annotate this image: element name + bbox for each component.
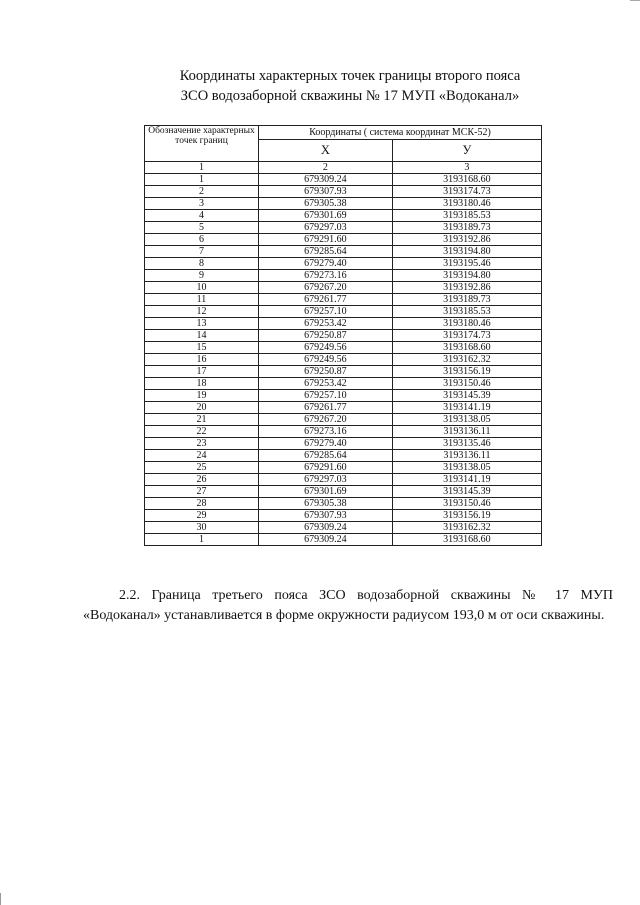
x-coordinate-cell: 679309.24 [259,534,393,546]
y-coordinate-cell: 3193138.05 [392,462,541,474]
table-row [145,258,542,270]
point-number-cell: 26 [145,474,259,486]
table-row [145,510,542,522]
point-number-cell: 3 [145,198,259,210]
point-number-cell: 12 [145,306,259,318]
point-number-cell: 17 [145,366,259,378]
x-coordinate-cell: 679267.20 [259,414,393,426]
coordinates-header: Координаты ( система координат МСК-52) [259,126,542,140]
x-coordinate-cell: 679307.93 [259,510,393,522]
x-coordinate-cell: 679297.03 [259,222,393,234]
x-coordinate-cell: 679250.87 [259,330,393,342]
table-row [145,474,542,486]
table-row [145,522,542,534]
y-coordinate-cell: 3193168.60 [392,342,541,354]
y-coordinate-cell: 3193192.86 [392,282,541,294]
x-coordinate-cell: 679291.60 [259,234,393,246]
point-number-cell: 1 [145,174,259,186]
y-coordinate-cell: 3193162.32 [392,354,541,366]
column-index: 3 [392,162,541,174]
x-coordinate-cell: 679279.40 [259,258,393,270]
y-coordinate-cell: 3193136.11 [392,450,541,462]
x-coordinate-cell: 679291.60 [259,462,393,474]
x-coordinate-cell: 679261.77 [259,294,393,306]
x-coordinate-cell: 679305.38 [259,498,393,510]
table-row [145,414,542,426]
x-coordinate-cell: 679257.10 [259,390,393,402]
table-row [145,498,542,510]
x-coordinate-cell: 679261.77 [259,402,393,414]
y-coordinate-cell: 3193180.46 [392,318,541,330]
x-coordinate-cell: 679307.93 [259,186,393,198]
x-coordinate-cell: 679309.24 [259,174,393,186]
point-number-cell: 6 [145,234,259,246]
point-number-cell: 21 [145,414,259,426]
point-number-cell: 22 [145,426,259,438]
point-number-cell: 5 [145,222,259,234]
y-coordinate-cell: 3193145.39 [392,390,541,402]
column-index: 2 [259,162,393,174]
x-coordinate-cell: 679253.42 [259,318,393,330]
title-line-1: Координаты характерных точек границы второго пояса [179,68,521,84]
table-row [145,462,542,474]
point-number-cell: 9 [145,270,259,282]
x-column-header: Х [259,140,393,162]
column-index-row [145,162,542,174]
table-row [145,306,542,318]
table-row [145,438,542,450]
table-row [145,294,542,306]
point-number-cell: 8 [145,258,259,270]
table-row [145,318,542,330]
point-number-cell: 24 [145,450,259,462]
x-coordinate-cell: 679309.24 [259,522,393,534]
y-coordinate-cell: 3193150.46 [392,498,541,510]
table-row [145,330,542,342]
table-row [145,234,542,246]
table-row [145,450,542,462]
point-number-cell: 20 [145,402,259,414]
y-coordinate-cell: 3193174.73 [392,330,541,342]
table-row [145,486,542,498]
point-number-cell: 28 [145,498,259,510]
y-coordinate-cell: 3193135.46 [392,438,541,450]
point-number-cell: 4 [145,210,259,222]
x-coordinate-cell: 679285.64 [259,246,393,258]
coordinates-table [144,125,542,546]
table-row [145,402,542,414]
y-coordinate-cell: 3193180.46 [392,198,541,210]
y-coordinate-cell: 3193189.73 [392,294,541,306]
x-coordinate-cell: 679257.10 [259,306,393,318]
x-coordinate-cell: 679301.69 [259,486,393,498]
table-row [145,198,542,210]
y-coordinate-cell: 3193156.19 [392,510,541,522]
y-coordinate-cell: 3193189.73 [392,222,541,234]
y-coordinate-cell: 3193162.32 [392,522,541,534]
coordinates-table-body [145,174,542,546]
scan-edge-mark [630,0,640,7]
table-row [145,210,542,222]
x-coordinate-cell: 679249.56 [259,342,393,354]
y-coordinate-cell: 3193136.11 [392,426,541,438]
x-coordinate-cell: 679297.03 [259,474,393,486]
x-coordinate-cell: 679273.16 [259,426,393,438]
section-2-2-paragraph: 2.2. Граница третьего пояса ЗСО водозаборной скважины № 17 МУП «Водоканал» устанавливается в форме окружности радиусом 193,0 м от оси скважины. [83,588,613,623]
point-number-cell: 1 [145,534,259,546]
scan-edge-mark [0,893,11,905]
y-coordinate-cell: 3193168.60 [392,174,541,186]
table-row [145,390,542,402]
y-column-header: У [392,140,541,162]
table-row [145,378,542,390]
y-coordinate-cell: 3193156.19 [392,366,541,378]
document-title [0,66,640,106]
y-coordinate-cell: 3193174.73 [392,186,541,198]
point-number-cell: 7 [145,246,259,258]
point-number-cell: 13 [145,318,259,330]
y-coordinate-cell: 3193185.53 [392,210,541,222]
y-coordinate-cell: 3193185.53 [392,306,541,318]
x-coordinate-cell: 679273.16 [259,270,393,282]
x-coordinate-cell: 679301.69 [259,210,393,222]
y-coordinate-cell: 3193138.05 [392,414,541,426]
table-row [145,174,542,186]
x-coordinate-cell: 679279.40 [259,438,393,450]
x-coordinate-cell: 679250.87 [259,366,393,378]
point-number-cell: 14 [145,330,259,342]
point-number-cell: 10 [145,282,259,294]
point-number-cell: 2 [145,186,259,198]
point-number-cell: 16 [145,354,259,366]
table-row [145,246,542,258]
table-row [145,366,542,378]
point-number-cell: 27 [145,486,259,498]
table-row [145,534,542,546]
table-row [145,282,542,294]
point-number-cell: 15 [145,342,259,354]
y-coordinate-cell: 3193195.46 [392,258,541,270]
y-coordinate-cell: 3193141.19 [392,474,541,486]
x-coordinate-cell: 679305.38 [259,198,393,210]
y-coordinate-cell: 3193141.19 [392,402,541,414]
y-coordinate-cell: 3193194.80 [392,246,541,258]
table-row [145,426,542,438]
table-row [145,342,542,354]
table-row [145,270,542,282]
point-number-cell: 30 [145,522,259,534]
y-coordinate-cell: 3193192.86 [392,234,541,246]
y-coordinate-cell: 3193145.39 [392,486,541,498]
y-coordinate-cell: 3193150.46 [392,378,541,390]
x-coordinate-cell: 679249.56 [259,354,393,366]
x-coordinate-cell: 679267.20 [259,282,393,294]
table-row [145,222,542,234]
y-coordinate-cell: 3193194.80 [392,270,541,282]
title-line-2: ЗСО водозаборной скважины № 17 МУП «Водоканал» [180,88,520,104]
point-number-cell: 25 [145,462,259,474]
point-number-cell: 19 [145,390,259,402]
x-coordinate-cell: 679285.64 [259,450,393,462]
point-number-cell: 11 [145,294,259,306]
point-number-cell: 23 [145,438,259,450]
point-designation-header: Обозначение характерных точек границ [145,126,259,162]
point-number-cell: 29 [145,510,259,522]
table-row [145,354,542,366]
table-row [145,186,542,198]
column-index: 1 [145,162,259,174]
point-number-cell: 18 [145,378,259,390]
x-coordinate-cell: 679253.42 [259,378,393,390]
y-coordinate-cell: 3193168.60 [392,534,541,546]
